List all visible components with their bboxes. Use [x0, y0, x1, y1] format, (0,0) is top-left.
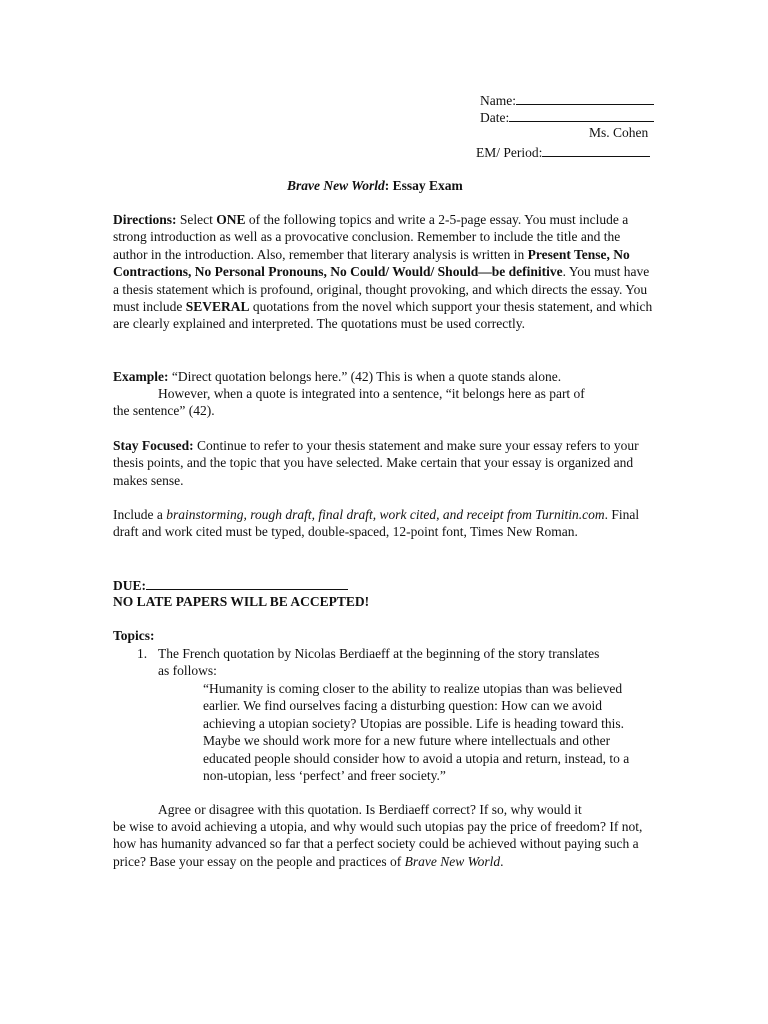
berdiaeff-quotation: “Humanity is coming closer to the ability to realize utopias than was believed earlier. We find ourselves facing a disturbing question: How can we avoid achieving a utopian society? Utopias are possible. Life is heading toward this. Maybe we should work more for a new future where intellectuals and other educated people should consider how to avoid a utopia and return, instead, to a non-utopian, less ‘perfect’ and freer society.” — [203, 681, 630, 784]
topic-1-number: 1. — [137, 646, 148, 661]
directions-several: SEVERAL — [185, 299, 250, 315]
name-blank — [516, 91, 654, 105]
example-line-2: However, when a quote is integrated into a sentence, “it belongs here as part of — [158, 386, 585, 401]
example-line-3: the sentence” (42). — [113, 403, 215, 418]
topics-label: Topics: — [113, 628, 155, 643]
topic-1-book: Brave New World — [404, 853, 501, 869]
directions-rules: Present Tense, No Contractions, No Personal Pronouns, No Could/ Would/ Should—be definitive — [113, 246, 630, 280]
directions-one: ONE — [216, 212, 246, 227]
period-line — [476, 143, 650, 161]
title-rest: : Essay Exam — [384, 178, 463, 193]
topic-1-intro-1: The French quotation by Nicolas Berdiaeff at the beginning of the story translates — [158, 646, 600, 661]
topic-1-prompt-text: be wise to avoid achieving a utopia, and why would such utopias pay the price of freedom? If not, how has humanity advanced so far that a perfect society could be achieved without paying such a price? Base your essay on the people and practices of — [113, 819, 643, 869]
teacher-name: Ms. Cohen — [589, 125, 649, 140]
name-label: Name: — [480, 93, 516, 108]
example-line-1 — [113, 368, 561, 385]
example-text-1: “Direct quotation belongs here.” (42) This is when a quote stands alone. — [168, 369, 562, 384]
include-text-1: Include a — [113, 507, 167, 522]
date-blank — [509, 108, 654, 122]
period-blank — [542, 143, 650, 157]
directions-text-1: Select — [176, 212, 217, 227]
topic-1-prompt-rest — [113, 818, 645, 870]
topic-1-end: . — [500, 853, 504, 869]
include-paragraph — [113, 506, 643, 541]
date-line — [480, 108, 654, 126]
directions-text-4: quotations from the novel which support your thesis statement, and which are clearly explained and interpreted. The quotations must be used correctly. — [113, 299, 653, 332]
include-items: brainstorming, rough draft, final draft, work cited, and receipt from Turnitin.com — [166, 507, 605, 522]
stay-focused-paragraph — [113, 437, 658, 489]
directions-text-2: of the following topics and write a 2-5-page essay. You must include a strong introduction as well as a provocative conclusion. Remember to include the title and the author in the introduction. Also, remember that literary analysis is written in — [113, 212, 629, 262]
date-label: Date: — [480, 110, 510, 125]
page-title — [287, 177, 463, 194]
teacher-line — [589, 125, 648, 141]
name-line — [480, 91, 654, 109]
directions-text-3: . You must have a thesis statement which is profound, original, thought provoking, and which directs the essay. You must include — [113, 264, 650, 315]
topic-1-intro-2: as follows: — [158, 663, 217, 678]
example-label: Example: — [113, 369, 169, 384]
include-text-2: . Final draft and work cited must be typed, double-spaced, 12-point font, Times New Roman. — [113, 507, 640, 540]
title-book: Brave New World — [287, 178, 385, 193]
directions-label: Directions: — [113, 212, 177, 227]
due-blank — [146, 576, 348, 590]
due-line — [113, 576, 348, 594]
directions-paragraph — [113, 211, 658, 333]
due-label: DUE: — [113, 578, 146, 593]
stay-focused-label: Stay Focused: — [113, 438, 194, 453]
topic-1-prompt-1: Agree or disagree with this quotation. Is Berdiaeff correct? If so, why would it — [158, 802, 582, 817]
period-label: EM/ Period: — [476, 145, 543, 160]
late-notice: NO LATE PAPERS WILL BE ACCEPTED! — [113, 594, 370, 609]
stay-focused-text: Continue to refer to your thesis statement and make sure your essay refers to your thesis points, and the topic that you have selected. Make certain that your essay is organized and makes sense. — [113, 438, 639, 488]
